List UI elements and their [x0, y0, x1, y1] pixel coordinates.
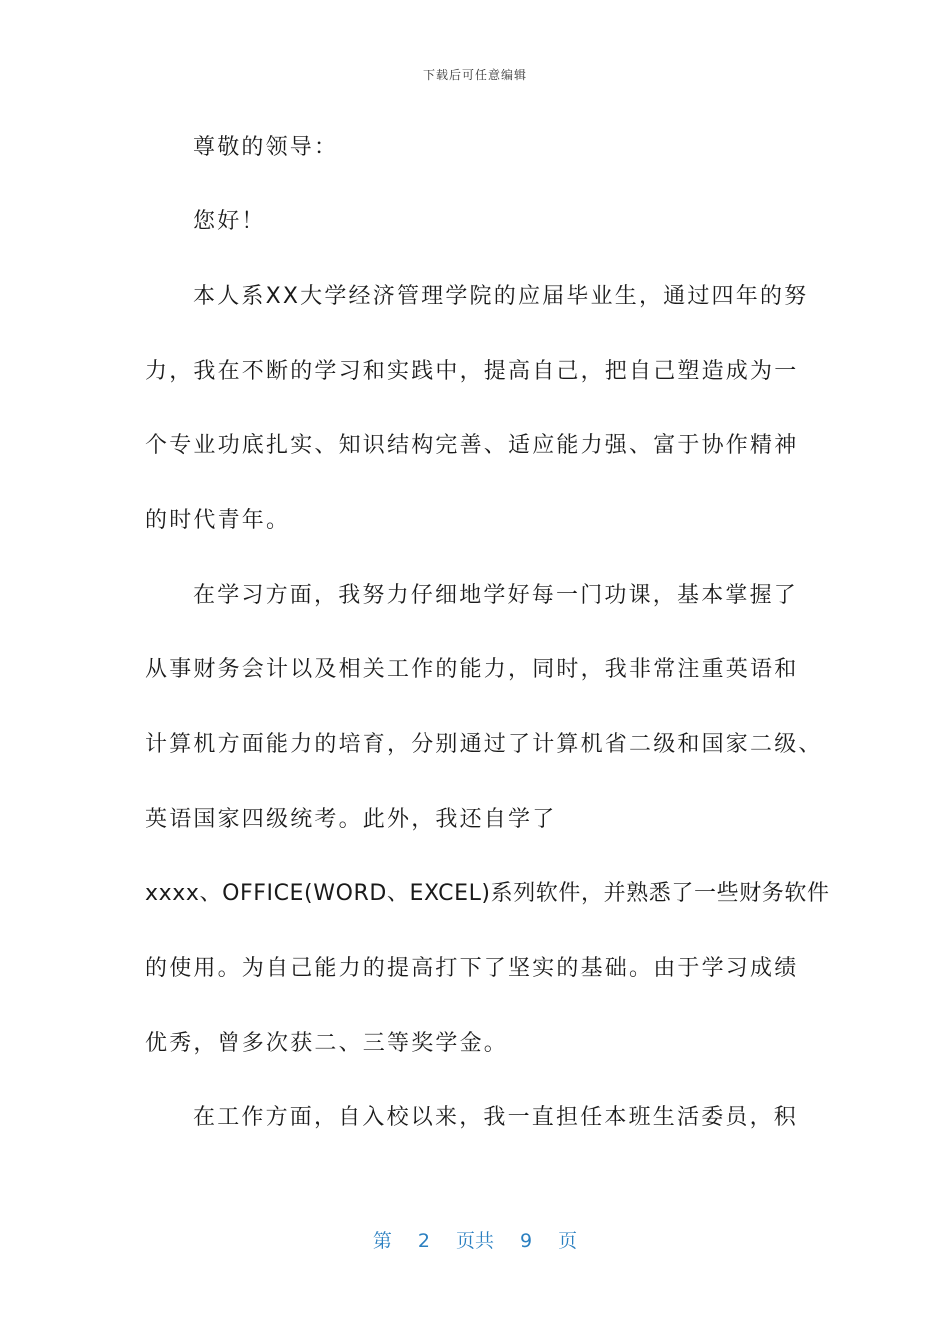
body-line: 力，我在不断的学习和实践中，提高自己，把自己塑造成为一	[145, 359, 799, 384]
body-line: 优秀，曾多次获二、三等奖学金。	[145, 1031, 509, 1056]
body-line: 从事财务会计以及相关工作的能力，同时，我非常注重英语和	[145, 657, 799, 682]
page-footer	[0, 1226, 950, 1253]
body-line: 的使用。为自己能力的提高打下了坚实的基础。由于学习成绩	[145, 956, 799, 981]
footer-suffix: 页	[558, 1230, 578, 1252]
footer-prefix: 第	[372, 1230, 392, 1252]
body-line: 在工作方面，自入校以来，我一直担任本班生活委员，积	[193, 1105, 799, 1130]
body-line: 英语国家四级统考。此外，我还自学了	[145, 807, 557, 832]
body-line: 的时代青年。	[145, 508, 291, 533]
footer-total-pages: 9	[520, 1230, 533, 1252]
greeting-line: 您好！	[193, 209, 266, 234]
body-line: 计算机方面能力的培育，分别通过了计算机省二级和国家二级、	[145, 732, 823, 757]
body-line: 本人系XX大学经济管理学院的应届毕业生，通过四年的努	[193, 284, 809, 309]
body-line: xxxx、OFFICE(WORD、EXCEL)系列软件，并熟悉了一些财务软件	[145, 881, 830, 906]
footer-page-number: 2	[417, 1230, 430, 1252]
body-line: 在学习方面，我努力仔细地学好每一门功课，基本掌握了	[193, 583, 799, 608]
body-line: 个专业功底扎实、知识结构完善、适应能力强、富于协作精神	[145, 433, 799, 458]
footer-middle: 页共	[455, 1230, 494, 1252]
header-note: 下载后可任意编辑	[422, 68, 527, 82]
salutation-line: 尊敬的领导：	[193, 135, 339, 160]
